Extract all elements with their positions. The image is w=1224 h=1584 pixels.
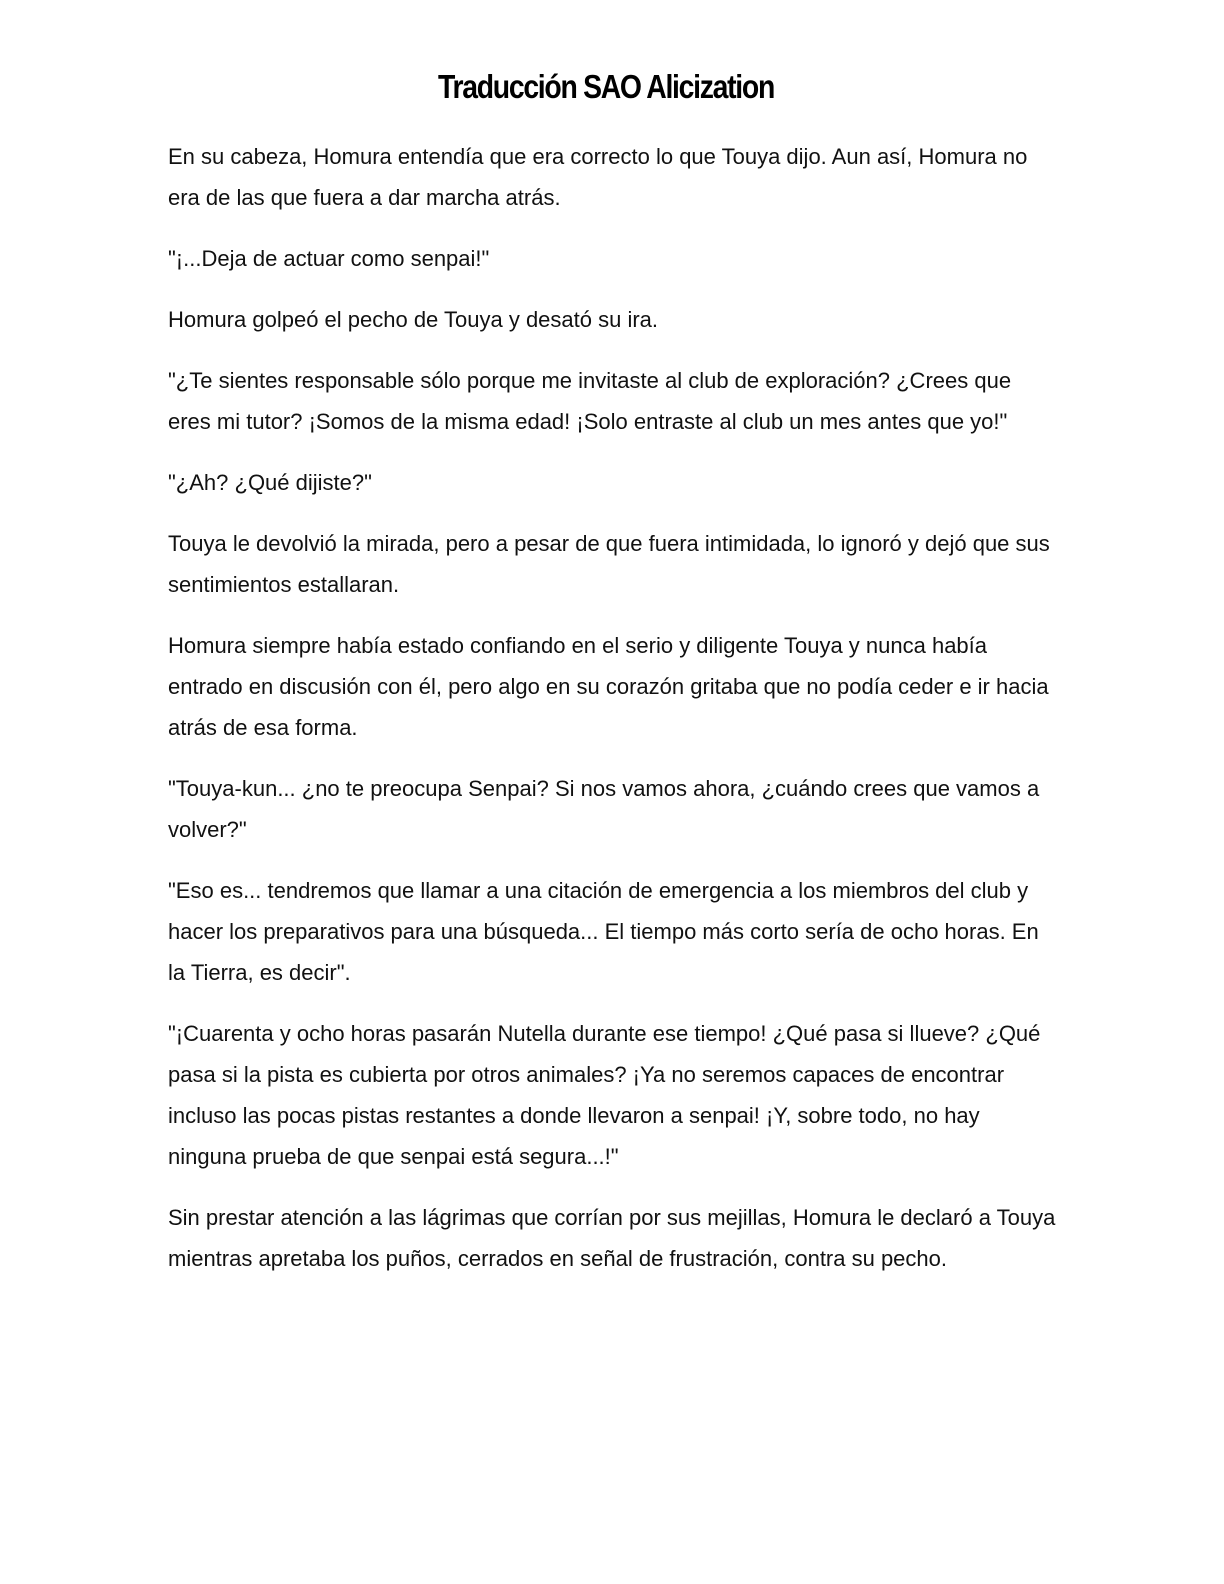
paragraph-1: En su cabeza, Homura entendía que era correcto lo que Touya dijo. Aun así, Homura no era de las que fuera a dar marcha atrás.	[168, 144, 1028, 210]
paragraph-4: "¿Te sientes responsable sólo porque me invitaste al club de exploración? ¿Crees que eres mi tutor? ¡Somos de la misma edad! ¡Solo entraste al club un mes antes que yo!"	[168, 368, 1012, 434]
paragraph-8: "Touya-kun... ¿no te preocupa Senpai? Si nos vamos ahora, ¿cuándo crees que vamos a volver?"	[168, 776, 1040, 842]
paragraph-11: Sin prestar atención a las lágrimas que corrían por sus mejillas, Homura le declaró a Touya mientras apretaba los puños, cerrados en señal de frustración, contra su pecho.	[168, 1205, 1056, 1271]
paragraph-10: "¡Cuarenta y ocho horas pasarán Nutella durante ese tiempo! ¿Qué pasa si llueve? ¿Qué pasa si la pista es cubierta por otros animales? ¡Ya no seremos capaces de encontrar incluso las pocas pistas restantes a donde llevaron a senpai! ¡Y, sobre todo, no hay ninguna prueba de que senpai está segura...!"	[168, 1021, 1041, 1169]
paragraph-3: Homura golpeó el pecho de Touya y desató su ira.	[168, 307, 659, 332]
paragraph-6: Touya le devolvió la mirada, pero a pesar de que fuera intimidada, lo ignoró y dejó que sus sentimientos estallaran.	[168, 531, 1050, 597]
paragraph-5: "¿Ah? ¿Qué dijiste?"	[168, 470, 372, 495]
paragraph-2: "¡...Deja de actuar como senpai!"	[168, 246, 490, 271]
page-title: Traducción SAO Alicization	[438, 68, 774, 105]
paragraph-7: Homura siempre había estado confiando en el serio y diligente Touya y nunca había entrado en discusión con él, pero algo en su corazón gritaba que no podía ceder e ir hacia atrás de esa forma.	[168, 633, 1049, 740]
paragraph-9: "Eso es... tendremos que llamar a una citación de emergencia a los miembros del club y hacer los preparativos para una búsqueda... El tiempo más corto sería de ocho horas. En la Tierra, es decir".	[168, 878, 1039, 985]
document-body	[168, 136, 1058, 1299]
